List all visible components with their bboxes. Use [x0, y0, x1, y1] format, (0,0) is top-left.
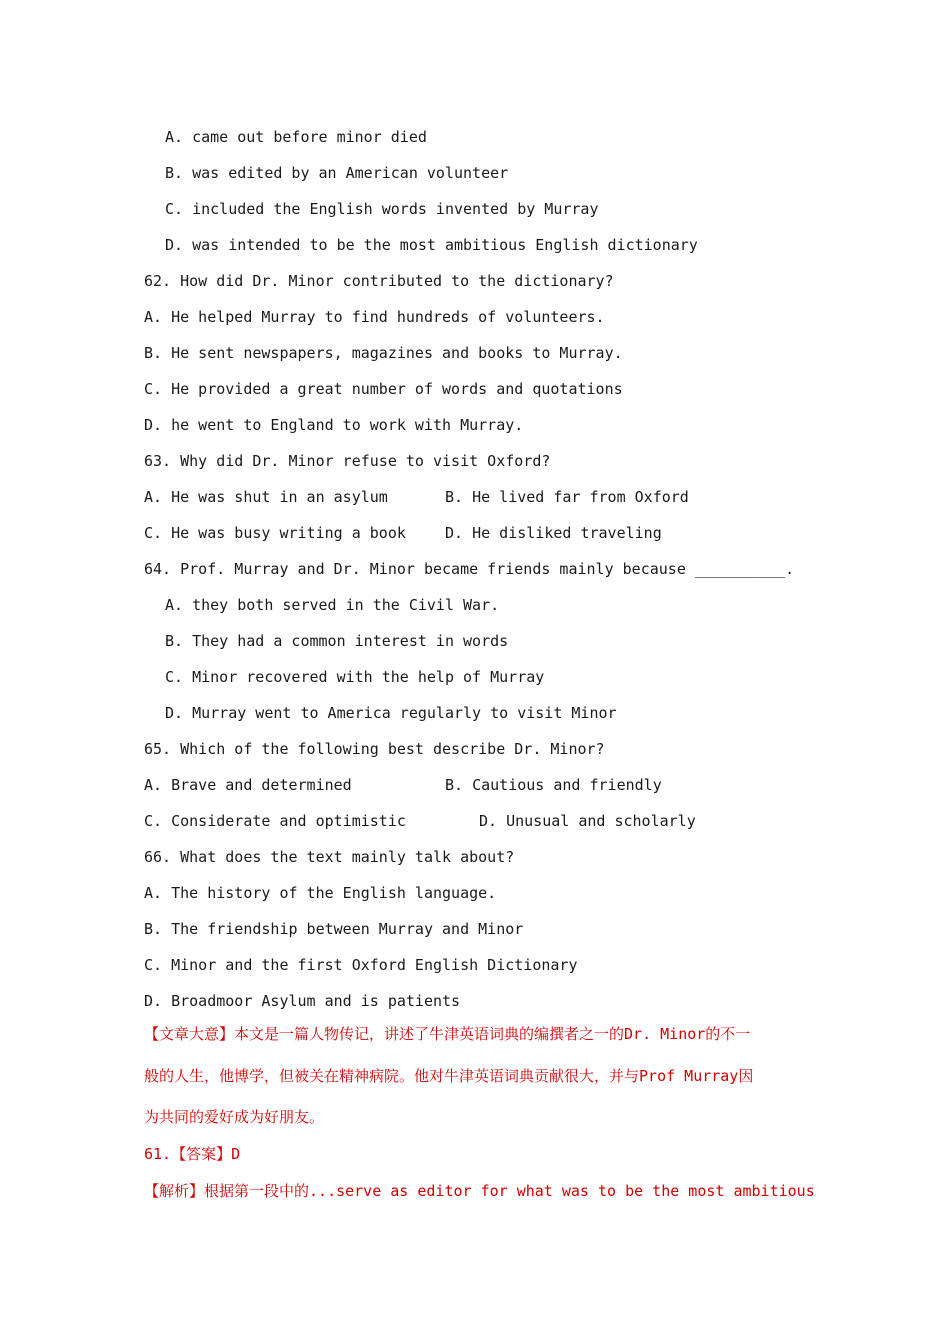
q65-option-c: C. Considerate and optimistic [144, 812, 406, 830]
q66-option-a: A. The history of the English language. [144, 884, 497, 902]
q66-option-c: C. Minor and the first Oxford English Dictionary [144, 956, 578, 974]
q64-option-c: C. Minor recovered with the help of Murray [165, 668, 545, 686]
q66-option-b: B. The friendship between Murray and Minor [144, 920, 524, 938]
q66-option-d: D. Broadmoor Asylum and is patients [144, 992, 461, 1010]
q64-option-b: B. They had a common interest in words [165, 632, 509, 650]
q61-option-a: A. came out before minor died [165, 128, 427, 146]
q64-option-a: A. they both served in the Civil War. [165, 596, 500, 614]
q65-question: 65. Which of the following best describe Dr. Minor? [144, 740, 605, 758]
q65-option-b: B. Cautious and friendly [445, 776, 662, 794]
summary-line-1: 【文章大意】本文是一篇人物传记，讲述了牛津英语词典的编撰者之一的Dr. Minor的不一 [144, 1025, 751, 1043]
answer-61: 61.【答案】D [144, 1145, 241, 1163]
q63-option-d: D. He disliked traveling [445, 524, 662, 542]
q64-option-d: D. Murray went to America regularly to visit Minor [165, 704, 617, 722]
q64-question: 64. Prof. Murray and Dr. Minor became friends mainly because __________. [144, 560, 795, 578]
q63-option-c: C. He was busy writing a book [144, 524, 406, 542]
q62-question: 62. How did Dr. Minor contributed to the dictionary? [144, 272, 614, 290]
q63-option-a: A. He was shut in an asylum [144, 488, 388, 506]
q62-option-a: A. He helped Murray to find hundreds of volunteers. [144, 308, 605, 326]
q63-option-b: B. He lived far from Oxford [445, 488, 689, 506]
q65-option-a: A. Brave and determined [144, 776, 352, 794]
summary-line-2: 般的人生，他博学，但被关在精神病院。他对牛津英语词典贡献很大，并与Prof Murray因 [144, 1067, 754, 1085]
q62-option-d: D. he went to England to work with Murray. [144, 416, 524, 434]
summary-line-3: 为共同的爱好成为好朋友。 [144, 1108, 325, 1126]
q62-option-b: B. He sent newspapers, magazines and books to Murray. [144, 344, 623, 362]
q61-option-d: D. was intended to be the most ambitious English dictionary [165, 236, 698, 254]
q62-option-c: C. He provided a great number of words and quotations [144, 380, 623, 398]
q61-option-b: B. was edited by an American volunteer [165, 164, 509, 182]
analysis-61: 【解析】根据第一段中的...serve as editor for what was to be the most ambitious [144, 1182, 815, 1200]
q63-question: 63. Why did Dr. Minor refuse to visit Oxford? [144, 452, 551, 470]
q61-option-c: C. included the English words invented by Murray [165, 200, 599, 218]
q66-question: 66. What does the text mainly talk about? [144, 848, 515, 866]
q65-option-d: D. Unusual and scholarly [479, 812, 696, 830]
